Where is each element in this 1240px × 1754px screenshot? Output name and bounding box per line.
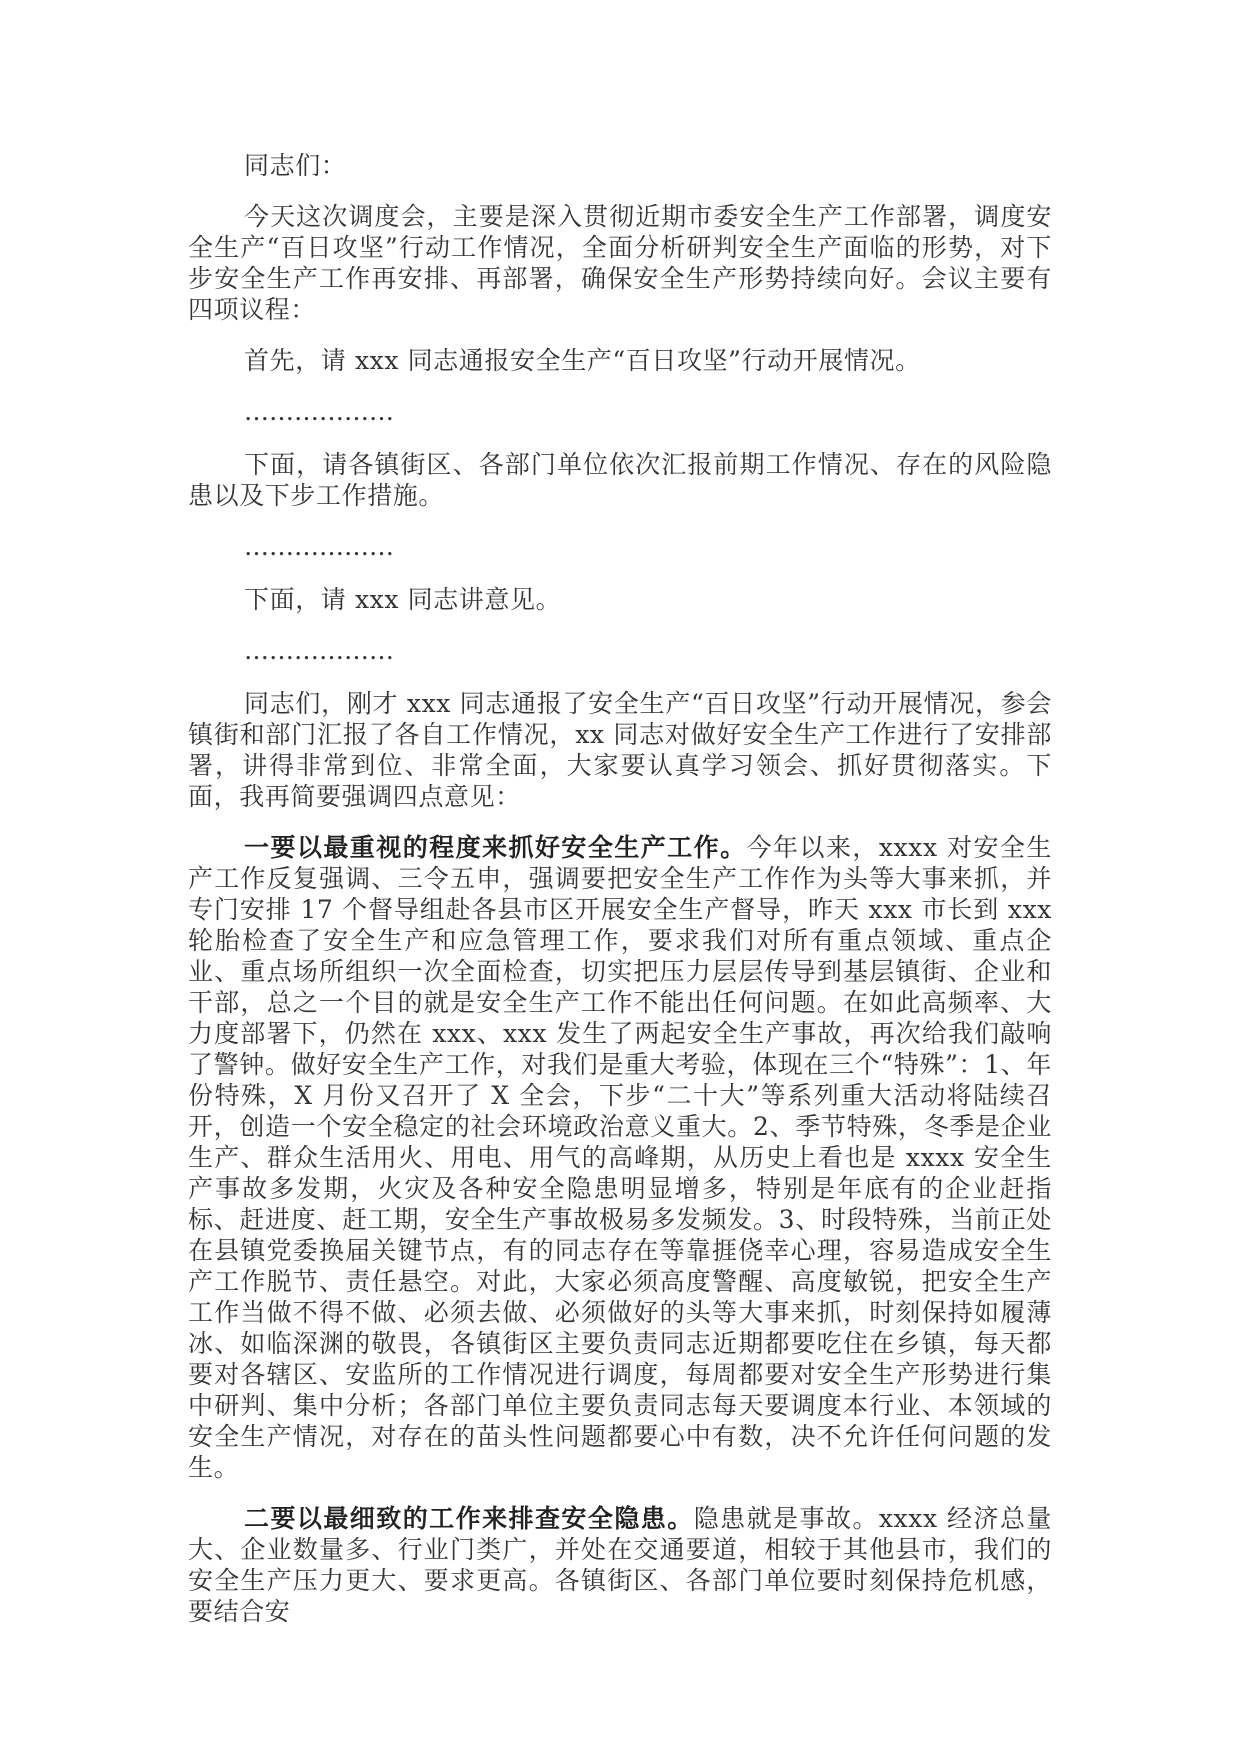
- point-1-heading: 一要以最重视的程度来抓好安全生产工作。: [244, 833, 747, 862]
- agenda-item-1: 首先，请 xxx 同志通报安全生产“百日攻坚”行动开展情况。: [244, 346, 921, 375]
- point-2-paragraph: [188, 1503, 1052, 1627]
- summary-paragraph: 同志们，刚才 xxx 同志通报了安全生产“百日攻坚”行动开展情况，参会镇街和部门汇报了各自工作情况，xx 同志对做好安全生产工作进行了安排部署，讲得非常到位、非常全面，大家要认真学习领会、抓好贯彻落实。下面，我再简要强调四点意见：: [188, 689, 1052, 811]
- point-2-body: 隐患就是事故。xxxx 经济总量大、企业数量多、行业门类广，并处在交通要道，相较于其他县市，我们的安全生产压力更大、要求更高。各镇街区、各部门单位要时刻保持危机感，要结合安: [188, 1504, 1052, 1626]
- point-2-heading: 二要以最细致的工作来排查安全隐患。: [244, 1504, 694, 1533]
- point-1-paragraph: [188, 832, 1052, 1483]
- ellipsis-separator: ………………: [244, 532, 394, 561]
- intro-paragraph: 今天这次调度会，主要是深入贯彻近期市委安全生产工作部署，调度安全生产“百日攻坚”行动工作情况，全面分析研判安全生产面临的形势，对下步安全生产工作再安排、再部署，确保安全生产形势持续向好。会议主要有四项议程：: [188, 202, 1052, 324]
- salutation: 同志们：: [244, 151, 347, 180]
- ellipsis-separator: ………………: [244, 636, 394, 665]
- agenda-item-2: 下面，请各镇街区、各部门单位依次汇报前期工作情况、存在的风险隐患以及下步工作措施。: [188, 450, 1052, 510]
- point-1-body: 今年以来，xxxx 对安全生产工作反复强调、三令五申，强调要把安全生产工作作为头等大事来抓，并专门安排 17 个督导组赴各县市区开展安全生产督导，昨天 xxx 市长到 xxx 轮胎检查了安全生产和应急管理工作，要求我们对所有重点领域、重点企业、重点场所组织一次全面检查，切实把压力层层传导到基层镇街、企业和干部，总之一个目的就是安全生产工作不能出任何问题。在如此高频率、大力度部署下，仍然在 xxx、xxx 发生了两起安全生产事故，再次给我们敲响了警钟。做好安全生产工作，对我们是重大考验，体现在三个“特殊”：1、年份特殊，X 月份又召开了 X 全会，下步“二十大”等系列重大活动将陆续召开，创造一个安全稳定的社会环境政治意义重大。2、季节特殊，冬季是企业生产、群众生活用火、用电、用气的高峰期，从历史上看也是 xxxx 安全生产事故多发期，火灾及各种安全隐患明显增多，特别是年底有的企业赶指标、赶进度、赶工期，安全生产事故极易多发频发。3、时段特殊，当前正处在县镇党委换届关键节点，有的同志存在等靠捱侥幸心理，容易造成安全生产工作脱节、责任悬空。对此，大家必须高度警醒、高度敏锐，把安全生产工作当做不得不做、必须去做、必须做好的头等大事来抓，时刻保持如履薄冰、如临深渊的敬畏，各镇街区主要负责同志近期都要吃住在乡镇，每天都要对各辖区、安监所的工作情况进行调度，每周都要对安全生产形势进行集中研判、集中分析；各部门单位主要负责同志每天要调度本行业、本领域的安全生产情况，对存在的苗头性问题都要心中有数，决不允许任何问题的发生。: [188, 833, 1053, 1482]
- document-page: [188, 150, 1052, 1647]
- agenda-item-3: 下面，请 xxx 同志讲意见。: [244, 585, 562, 614]
- ellipsis-separator: ………………: [244, 397, 394, 426]
